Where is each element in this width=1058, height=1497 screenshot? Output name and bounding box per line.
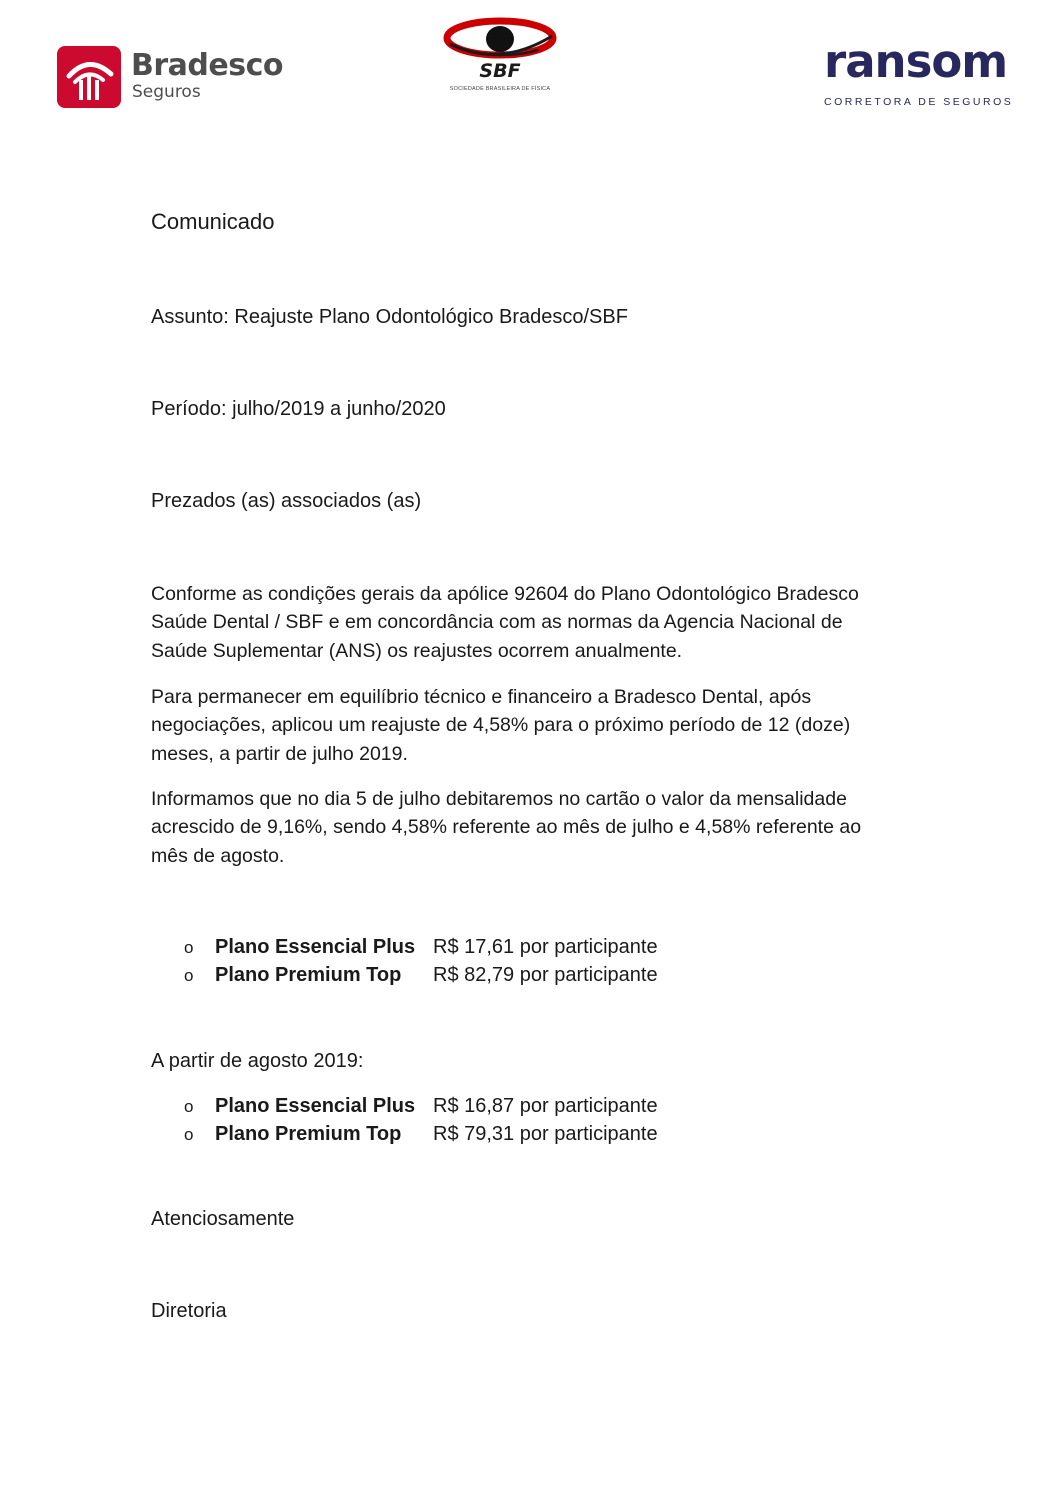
bullet-icon: o <box>184 1124 194 1144</box>
sbf-logo-subtitle: SOCIEDADE BRASILEIRA DE FÍSICA <box>449 86 551 92</box>
bradesco-seguros-logo <box>57 44 287 110</box>
list-item <box>184 1121 658 1149</box>
bullet-icon: o <box>184 1097 194 1116</box>
plan-price: R$ 16,87 por participante <box>433 1095 658 1117</box>
bradesco-logo-name: Bradesco <box>131 48 283 83</box>
july-plan-list <box>184 934 658 989</box>
plan-price: R$ 17,61 por participante <box>433 936 658 958</box>
bullet-icon: o <box>184 965 194 985</box>
paragraph-debit: Informamos que no dia 5 de julho debitaremos no cartão o valor da mensalidade acrescido de 9,16%, sendo 4,58% referente ao mês de julho e 4,58% referente ao mês de agosto. <box>151 788 862 867</box>
paragraph-adjustment: Para permanecer em equilíbrio técnico e financeiro a Bradesco Dental, após negociações, aplicou um reajuste de 4,58% para o próximo período de 12 (doze) meses, a partir de julho 2019. <box>151 686 851 765</box>
period-line: Período: julho/2019 a junho/2020 <box>151 398 446 420</box>
list-item <box>184 962 658 990</box>
plan-price: R$ 82,79 por participante <box>433 963 658 986</box>
ransom-logo-name: ransom <box>824 35 1008 88</box>
plan-price: R$ 79,31 por participante <box>433 1122 658 1145</box>
plan-name: Plano Premium Top <box>215 1122 402 1145</box>
bradesco-logo-subtitle: Seguros <box>132 82 201 102</box>
signature-line: Diretoria <box>151 1300 227 1322</box>
paragraph-policy: Conforme as condições gerais da apólice 92604 do Plano Odontológico Bradesco Saúde Dental / SBF e em concordância com as normas da Agencia Nacional de Saúde Suplementar (ANS) os reajustes ocorrem anualmente. <box>151 583 859 662</box>
august-plan-list <box>184 1093 658 1148</box>
list-item <box>184 1093 658 1121</box>
ransom-logo <box>818 35 1022 110</box>
document-title: Comunicado <box>151 209 275 234</box>
sbf-logo <box>440 16 560 98</box>
list-item <box>184 934 658 962</box>
sbf-orbit-icon <box>440 16 560 64</box>
subject-line: Assunto: Reajuste Plano Odontológico Bradesco/SBF <box>151 306 628 328</box>
plan-name: Plano Essencial Plus <box>215 1095 416 1117</box>
closing-line: Atenciosamente <box>151 1208 295 1230</box>
bradesco-mark-icon <box>57 46 121 108</box>
sbf-logo-name: SBF <box>479 60 521 82</box>
plan-name: Plano Premium Top <box>215 963 402 986</box>
ransom-logo-subtitle: CORRETORA DE SEGUROS <box>824 96 1014 108</box>
august-heading: A partir de agosto 2019: <box>151 1050 364 1072</box>
greeting-line: Prezados (as) associados (as) <box>151 490 422 512</box>
plan-name: Plano Essencial Plus <box>215 936 416 958</box>
bullet-icon: o <box>184 938 194 957</box>
